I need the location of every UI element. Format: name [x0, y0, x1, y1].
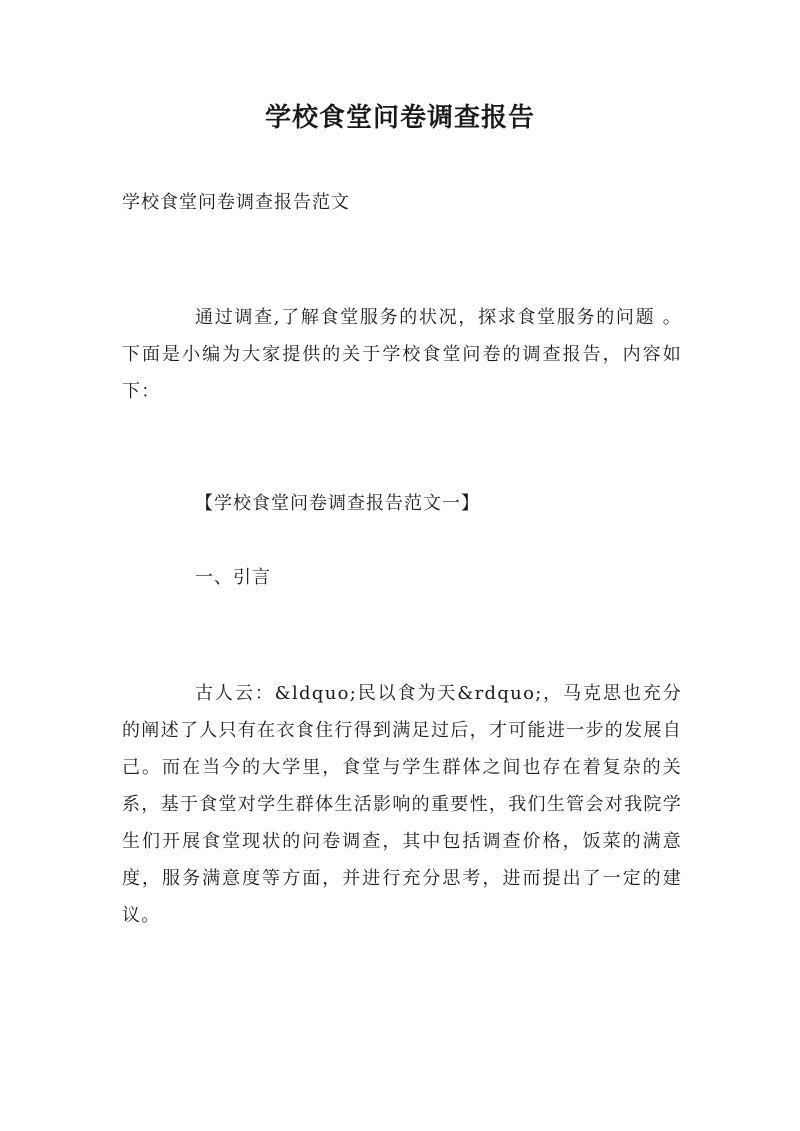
body-paragraph: 古人云：&ldquo;民以食为天&rdquo;，马克思也充分的阐述了人只有在衣食住行得到满足过后，才可能进一步的发展自己。而在当今的大学里，食堂与学生群体之间也存在着复杂的关系，基于食堂对学生群体生活影响的重要性，我们生管会对我院学生们开展食堂现状的问卷调查，其中包括调查价格，饭菜的满意度，服务满意度等方面，并进行充分思考，进而提出了一定的建议。 [122, 683, 682, 926]
intro-paragraph: 通过调查,了解食堂服务的状况，探求食堂服务的问题 。下面是小编为大家提供的关于学校食堂问卷的调查报告，内容如下： [122, 307, 682, 402]
sub-heading: 一、引言 [195, 567, 271, 588]
document-subtitle: 学校食堂问卷调查报告范文 [122, 192, 350, 213]
document-title: 学校食堂问卷调查报告 [264, 103, 535, 133]
section-heading: 【学校食堂问卷调查报告范文一】 [195, 493, 480, 514]
